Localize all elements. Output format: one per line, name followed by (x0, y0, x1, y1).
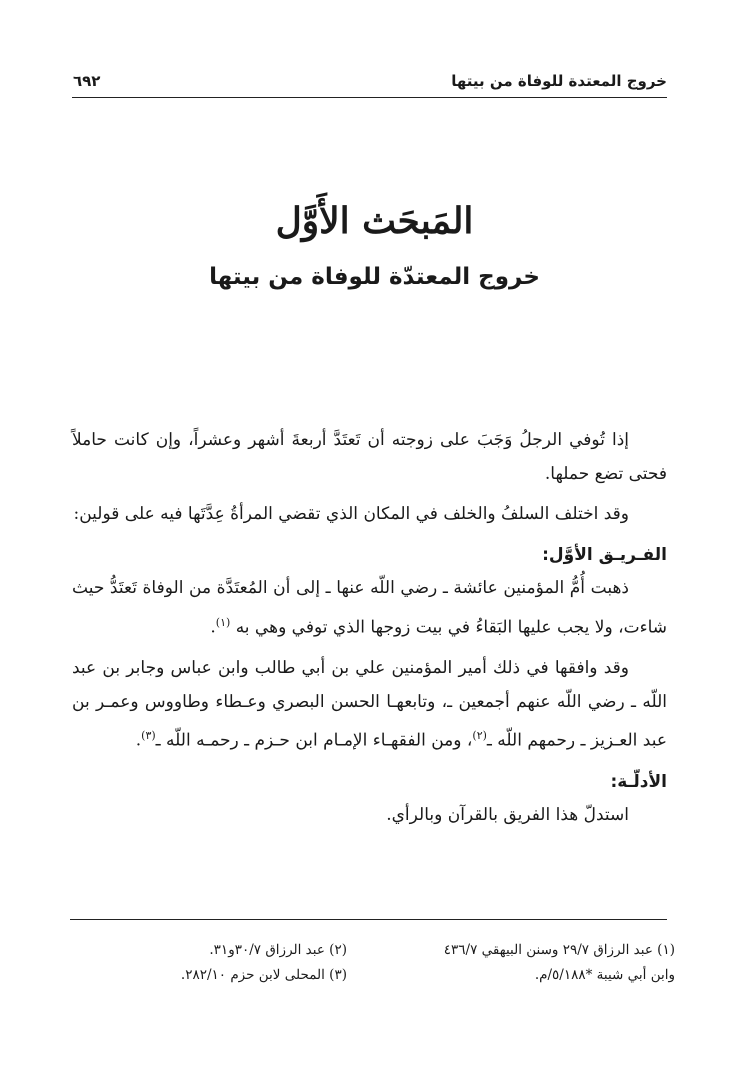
footnote-ref-1[interactable]: (١) (215, 615, 231, 629)
paragraph-agreement-text-a: وقد وافقها في ذلك أمير المؤمنين علي بن أبي طالب وابن عباس وجابر بن عبد اللّه ـ رضي اللّه عنهم أجمعين ـ، وتابعهـا الحسن البصري وعـطاء وطاووس وعمـر بن عبد العـزيز ـ رحمهم اللّه ـ (72, 658, 667, 752)
page-number: ٦٩٢ (73, 72, 101, 90)
footnote-1-line-2: وابن أبي شيبة *٥/١٨٨/م. (534, 967, 675, 983)
section-title-first-group: الفـريـق الأوَّل: (542, 544, 667, 565)
footnote-2: (٢) عبد الرزاق ٣٠/٧و٣١. (209, 942, 347, 958)
chapter-heading: المَبحَث الأَوَّل (275, 200, 474, 242)
footnote-1-line-1: (١) عبد الرزاق ٢٩/٧ وسنن البيهقي ٤٣٦/٧ (443, 942, 675, 958)
footnote-ref-2[interactable]: (٢) (472, 729, 487, 743)
paragraph-agreement (72, 652, 667, 758)
body-text (72, 424, 667, 840)
paragraph-end-mark: . (135, 731, 142, 752)
running-title: خروج المعتدة للوفاة من بيتها (451, 72, 667, 90)
footnote-column-right (444, 938, 675, 988)
paragraph-end-mark: . (210, 617, 216, 638)
footnote-column-left (181, 938, 347, 988)
section-title-evidence: الأدلّـة: (610, 771, 667, 792)
paragraph-aisha-opinion (72, 572, 667, 645)
footnote-3: (٣) المحلى لابن حزم ٢٨٢/١٠. (180, 967, 347, 983)
paragraph-agreement-text-b: ، ومن الفقهـاء الإمـام ابن حـزم ـ رحمـه اللّه ـ (155, 731, 473, 752)
header-divider (72, 97, 667, 98)
paragraph-disagreement: وقد اختلف السلفُ والخلف في المكان الذي تقضي المرأةُ عِدَّتَها فيه على قولين: (73, 504, 629, 525)
paragraph-aisha-text: ذهبت أُمُّ المؤمنين عائشة ـ رضي اللّه عنها ـ إلى أن المُعتَدَّة من الوفاة تَعتَدُّ حيث شاءت، ولا يجب عليها البَقاءُ في بيت زوجها الذي توفي وهي به (72, 578, 667, 638)
paragraph-evidence: استدلّ هذا الفريق بالقرآن وبالرأي. (386, 805, 629, 826)
footnote-ref-3[interactable]: (٣) (141, 729, 156, 743)
footnote-divider (70, 919, 667, 920)
paragraph-intro: إذا تُوفي الرجلُ وَجَبَ على زوجته أن تَعتَدَّ أربعةَ أشهر وعشراً، وإن كانت حاملاً فحتى تضع حملها. (72, 430, 667, 484)
chapter-subtitle: خروج المعتدّة للوفاة من بيتها (209, 264, 540, 290)
